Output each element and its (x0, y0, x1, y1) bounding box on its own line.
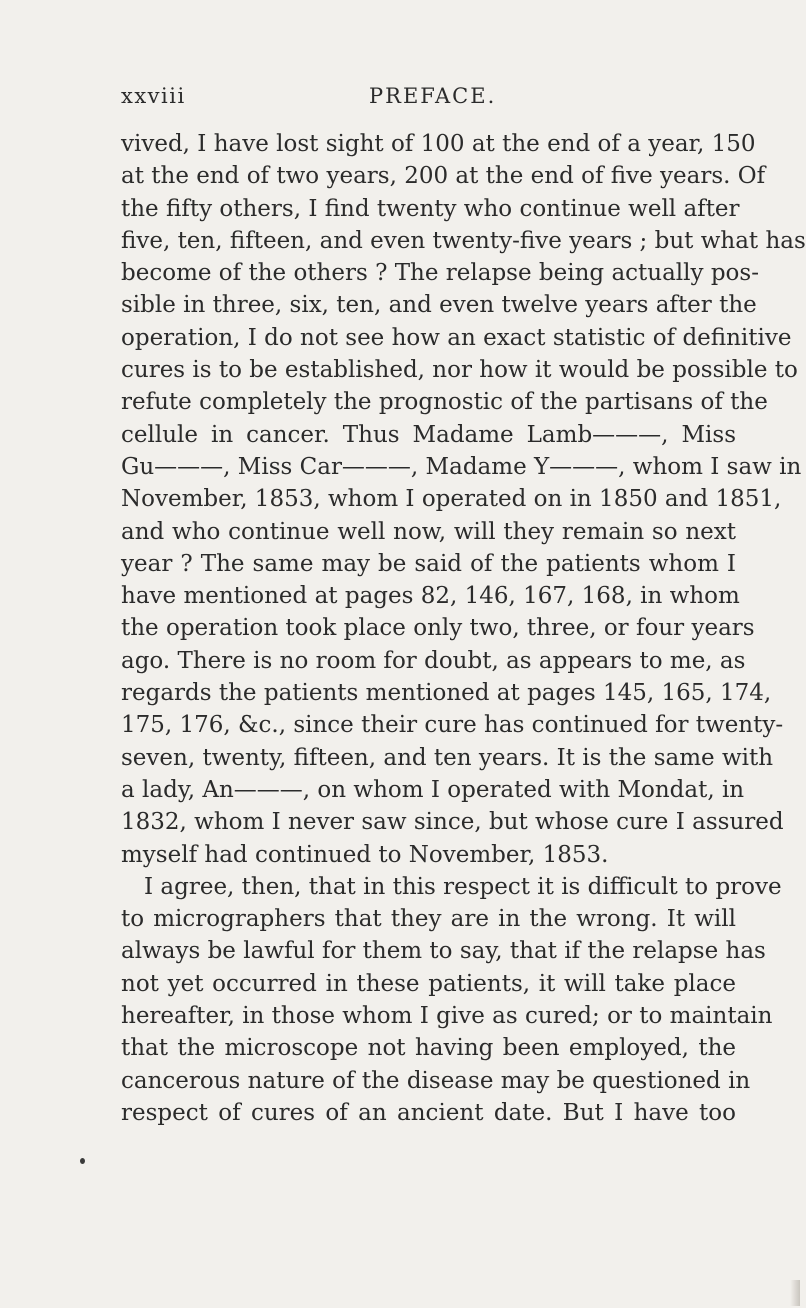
text-line: year ? The same may be said of the patients whom I (121, 550, 736, 577)
text-line: to micrographers that they are in the wrong. It will (121, 906, 736, 933)
text-line: respect of cures of an ancient date. But I have too (121, 1099, 736, 1126)
text-line: the operation took place only two, three, or four years (121, 615, 755, 642)
text-line: cellule in cancer. Thus Madame Lamb———, Miss (121, 421, 736, 448)
text-line: that the microscope not having been employed, the (121, 1035, 736, 1062)
body-text (121, 128, 806, 1129)
running-title: PREFACE. (369, 84, 497, 108)
text-line: at the end of two years, 200 at the end of five years. Of (121, 163, 766, 190)
text-line: always be lawful for them to say, that if the relapse has (121, 938, 766, 965)
page-number: xxviii (121, 84, 186, 108)
text-line: ago. There is no room for doubt, as appears to me, as (121, 647, 746, 674)
text-line: regards the patients mentioned at pages 145, 165, 174, (121, 680, 772, 707)
page-header (121, 84, 741, 114)
text-line: cures is to be established, nor how it would be possible to (121, 357, 798, 384)
ink-speck (80, 1158, 85, 1164)
text-line: I agree, then, that in this respect it is difficult to prove (144, 873, 782, 900)
text-line: have mentioned at pages 82, 146, 167, 168, in whom (121, 583, 740, 610)
text-line: hereafter, in those whom I give as cured; or to maintain (121, 1003, 773, 1030)
text-line: myself had continued to November, 1853. (121, 841, 609, 868)
text-line: 175, 176, &c., since their cure has continued for twenty- (121, 712, 784, 739)
text-line: vived, I have lost sight of 100 at the end of a year, 150 (121, 131, 756, 157)
text-line: a lady, An———, on whom I operated with Mondat, in (121, 776, 745, 803)
text-line: become of the others ? The relapse being actually pos- (121, 260, 759, 287)
text-line: refute completely the prognostic of the partisans of the (121, 389, 768, 416)
page-edge-shadow (790, 1280, 800, 1306)
text-line: 1832, whom I never saw since, but whose cure I assured (121, 809, 784, 836)
text-line: not yet occurred in these patients, it will take place (121, 970, 736, 997)
text-line: Gu———, Miss Car———, Madame Y———, whom I saw in (121, 453, 802, 480)
text-line: November, 1853, whom I operated on in 1850 and 1851, (121, 486, 782, 513)
text-line: sible in three, six, ten, and even twelve years after the (121, 292, 757, 319)
text-line: cancerous nature of the disease may be questioned in (121, 1067, 751, 1094)
text-line: seven, twenty, fifteen, and ten years. It is the same with (121, 744, 774, 771)
text-line: five, ten, fifteen, and even twenty-five years ; but what has (121, 227, 806, 254)
text-line: and who continue well now, will they remain so next (121, 518, 736, 545)
text-line: the fifty others, I find twenty who continue well after (121, 195, 740, 222)
text-line: operation, I do not see how an exact statistic of definitive (121, 324, 792, 351)
